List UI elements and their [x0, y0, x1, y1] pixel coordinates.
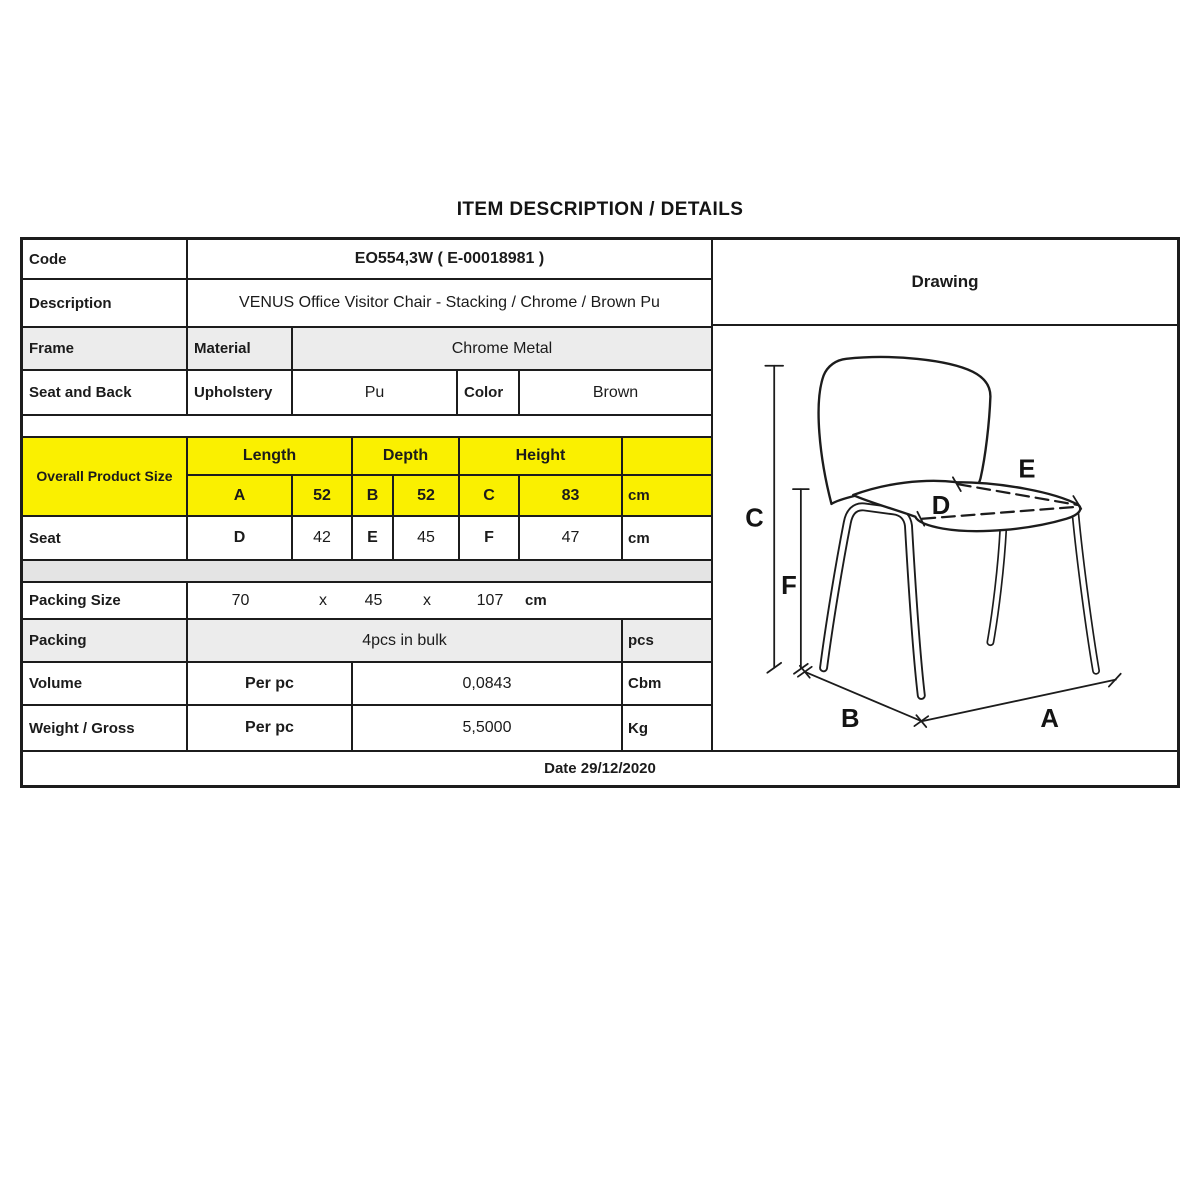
dim-d-value: 42 [293, 517, 353, 559]
spec-table-left [23, 240, 711, 750]
chair-left-frame-legs [824, 507, 922, 696]
packing-unit: pcs [623, 620, 711, 661]
chair-seat [853, 481, 1080, 531]
chair-technical-drawing [713, 326, 1177, 748]
packing-sep2: x [423, 591, 431, 609]
packing-row [23, 620, 711, 663]
frame-row [23, 328, 711, 371]
packing-size-unit: cm [525, 592, 547, 609]
upholstery-value: Pu [293, 371, 458, 414]
frame-material-value: Chrome Metal [293, 328, 711, 369]
dim-line-b [798, 666, 921, 721]
color-label: Color [458, 371, 520, 414]
dim-e-key: E [353, 517, 394, 559]
volume-row [23, 663, 711, 706]
dim-a-key: A [188, 476, 293, 515]
overall-size-values [188, 476, 711, 515]
overall-size-headers [188, 438, 711, 476]
dim-label-a: A [1040, 705, 1059, 734]
code-label: Code [23, 240, 188, 278]
packing-value: 4pcs in bulk [188, 620, 623, 661]
frame-material-label: Material [188, 328, 293, 369]
overall-size-section [23, 438, 711, 517]
drawing-title: Drawing [713, 240, 1177, 326]
overall-size-unit: cm [628, 487, 650, 505]
dim-c-key: C [460, 476, 520, 515]
weight-unit: Kg [628, 719, 648, 737]
dim-label-c: C [745, 504, 764, 533]
volume-label: Volume [23, 663, 188, 704]
dim-line-c [765, 366, 783, 673]
date-text: Date 29/12/2020 [544, 760, 656, 777]
dim-label-b: B [840, 705, 860, 734]
separator-band [23, 561, 711, 583]
seat-unit: cm [628, 529, 650, 547]
weight-row [23, 706, 711, 750]
packing-size-label: Packing Size [23, 583, 188, 618]
packing-dim1: 70 [231, 591, 250, 609]
dim-d-key: D [188, 517, 293, 559]
dim-line-a [914, 674, 1120, 727]
volume-value: 0,0843 [353, 663, 623, 704]
dim-f-value: 47 [520, 517, 623, 559]
volume-unit: Cbm [628, 675, 662, 692]
page-title: ITEM DESCRIPTION / DETAILS [456, 199, 744, 220]
chair-drawing [713, 326, 1177, 750]
upholstery-label: Upholstery [188, 371, 293, 414]
dim-e-value: 45 [394, 517, 460, 559]
overall-size-label: Overall Product Size [23, 438, 188, 515]
seat-back-row [23, 371, 711, 416]
dim-label-e: E [1018, 455, 1036, 484]
dim-b-value: 52 [394, 476, 460, 515]
dim-b-key: B [353, 476, 394, 515]
packing-sep1: x [319, 591, 327, 609]
packing-dim3: 107 [476, 591, 504, 609]
code-value: EO554,3W ( E-00018981 ) [354, 250, 545, 267]
weight-value: 5,5000 [353, 706, 623, 750]
color-value: Brown [592, 383, 639, 401]
code-row [23, 240, 711, 280]
drawing-panel [711, 240, 1177, 750]
dim-a-value: 52 [293, 476, 353, 515]
chair-front-right-leg [1075, 513, 1096, 671]
blank-header [623, 438, 711, 474]
dim-label-f: F [781, 571, 797, 600]
packing-label: Packing [23, 620, 188, 661]
packing-size-row [23, 583, 711, 620]
volume-basis: Per pc [188, 663, 353, 704]
chair-back-right-leg [990, 529, 1003, 643]
frame-label: Frame [23, 328, 188, 369]
packing-size-values [188, 583, 711, 618]
weight-label: Weight / Gross [23, 706, 188, 750]
height-header: Height [460, 438, 623, 474]
dim-f-key: F [460, 517, 520, 559]
seat-row [23, 517, 711, 561]
spacer-row [23, 416, 711, 438]
seat-label: Seat [23, 517, 188, 559]
depth-header: Depth [353, 438, 460, 474]
packing-dim2: 45 [364, 591, 383, 609]
seat-back-label: Seat and Back [23, 371, 188, 414]
spec-table [20, 237, 1180, 788]
weight-basis: Per pc [188, 706, 353, 750]
dim-c-value: 83 [520, 476, 623, 515]
date-row [23, 750, 1177, 785]
dim-label-d: D [931, 491, 951, 520]
description-value: VENUS Office Visitor Chair - Stacking / Chrome / Brown Pu [239, 294, 660, 311]
description-label: Description [23, 280, 188, 326]
description-row [23, 280, 711, 328]
length-header: Length [188, 438, 353, 474]
